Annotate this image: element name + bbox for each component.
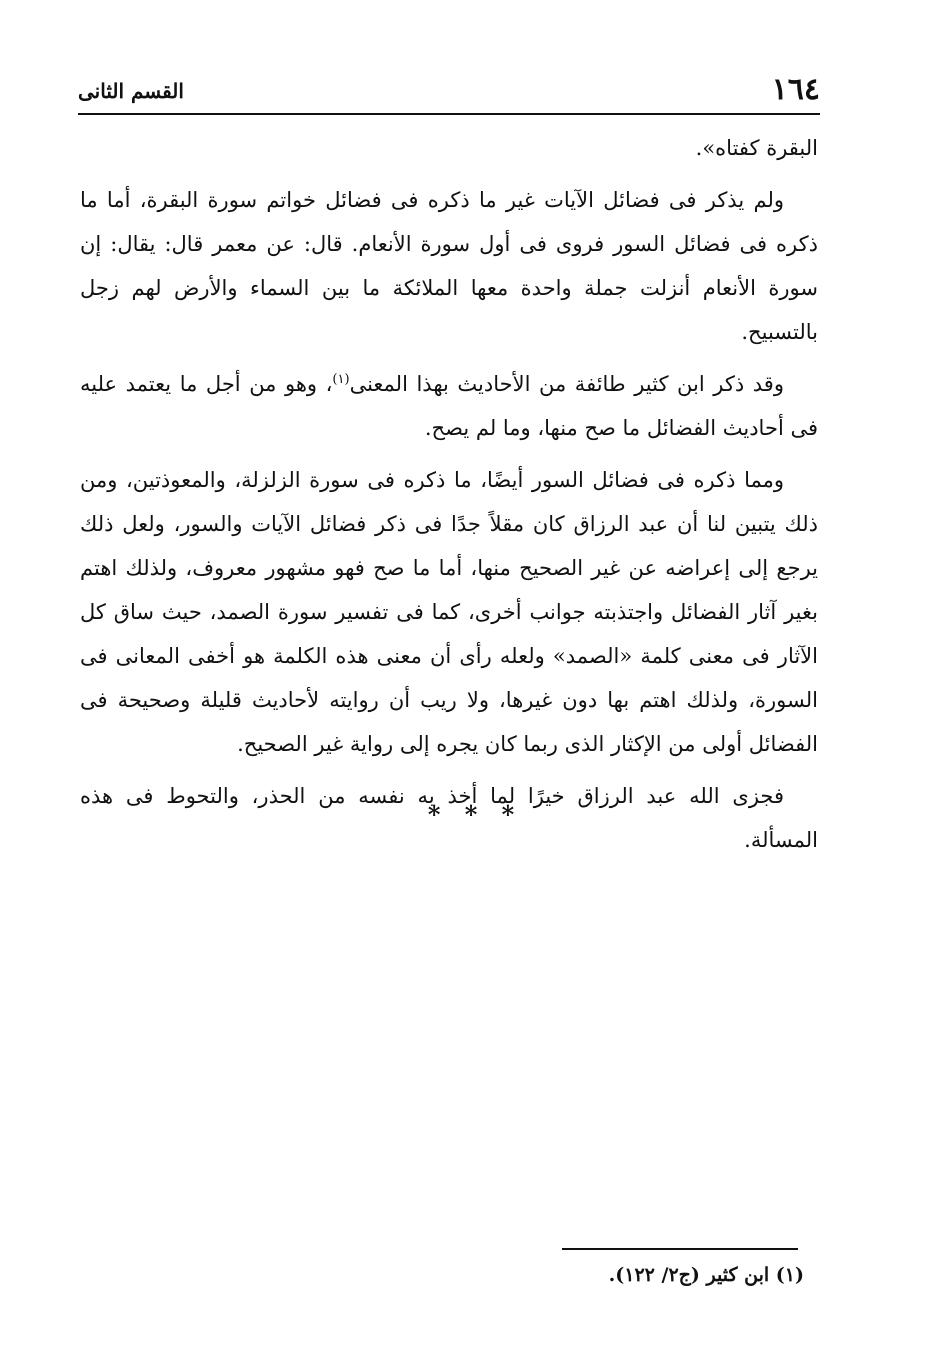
page-header bbox=[78, 72, 820, 110]
footnote-rule bbox=[562, 1248, 798, 1250]
paragraph-3 bbox=[80, 362, 818, 450]
section-separator: * * * bbox=[427, 800, 523, 829]
footnote: (١) ابن كثير (ج٢/ ١٢٢). bbox=[608, 1264, 804, 1286]
paragraph-2: ولم يذكر فى فضائل الآيات غير ما ذكره فى فضائل خواتم سورة البقرة، أما ما ذكره فى فضائل السور فروى فى أول سورة الأنعام. قال: عن معمر قال: يقال: إن سورة الأنعام أنزلت جملة واحدة معها الملائكة ما بين السماء والأرض لهم زجل بالتسبيح. bbox=[80, 188, 818, 344]
paragraph-4: ومما ذكره فى فضائل السور أيضًا، ما ذكره فى سورة الزلزلة، والمعوذتين، ومن ذلك يتبين لنا أن عبد الرزاق كان مقلاً جدًا فى ذكر فضائل الآيات والسور، ولعل ذلك يرجع إلى إعراضه عن غير الصحيح منها، أما ما صح فهو مشهور معروف، ولذلك اهتم بغير آثار الفضائل واجتذبته جوانب أخرى، كما فى تفسير سورة الصمد، حيث ساق كل الآثار فى معنى كلمة «الصمد» ولعله رأى أن معنى هذه الكلمة هو أخفى المعانى فى السورة، ولذلك اهتم بها دون غيرها، ولا ريب أن روايته لأحاديث قليلة وصحيحة فى الفضائل أولى من الإكثار الذى ربما كان يجره إلى رواية غير الصحيح. bbox=[80, 468, 818, 756]
paragraph-5: فجزى الله عبد الرزاق خيرًا لما أخذ به نفسه من الحذر، والتحوط فى هذه المسألة. bbox=[80, 784, 818, 852]
paragraph-3-start: وقد ذكر ابن كثير طائفة من الأحاديث بهذا المعنى bbox=[349, 372, 784, 396]
paragraph-3-rest: ، وهو من أجل ما يعتمد عليه فى أحاديث الفضائل ما صح منها، وما لم يصح. bbox=[80, 372, 818, 440]
body-text bbox=[80, 126, 818, 870]
page-number: ١٦٤ bbox=[771, 72, 820, 107]
paragraph-1: البقرة كفتاه». bbox=[695, 136, 818, 160]
footnote-reference[interactable]: (١) bbox=[332, 372, 350, 387]
section-title: القسم الثانى bbox=[78, 79, 184, 103]
header-rule bbox=[78, 113, 820, 115]
